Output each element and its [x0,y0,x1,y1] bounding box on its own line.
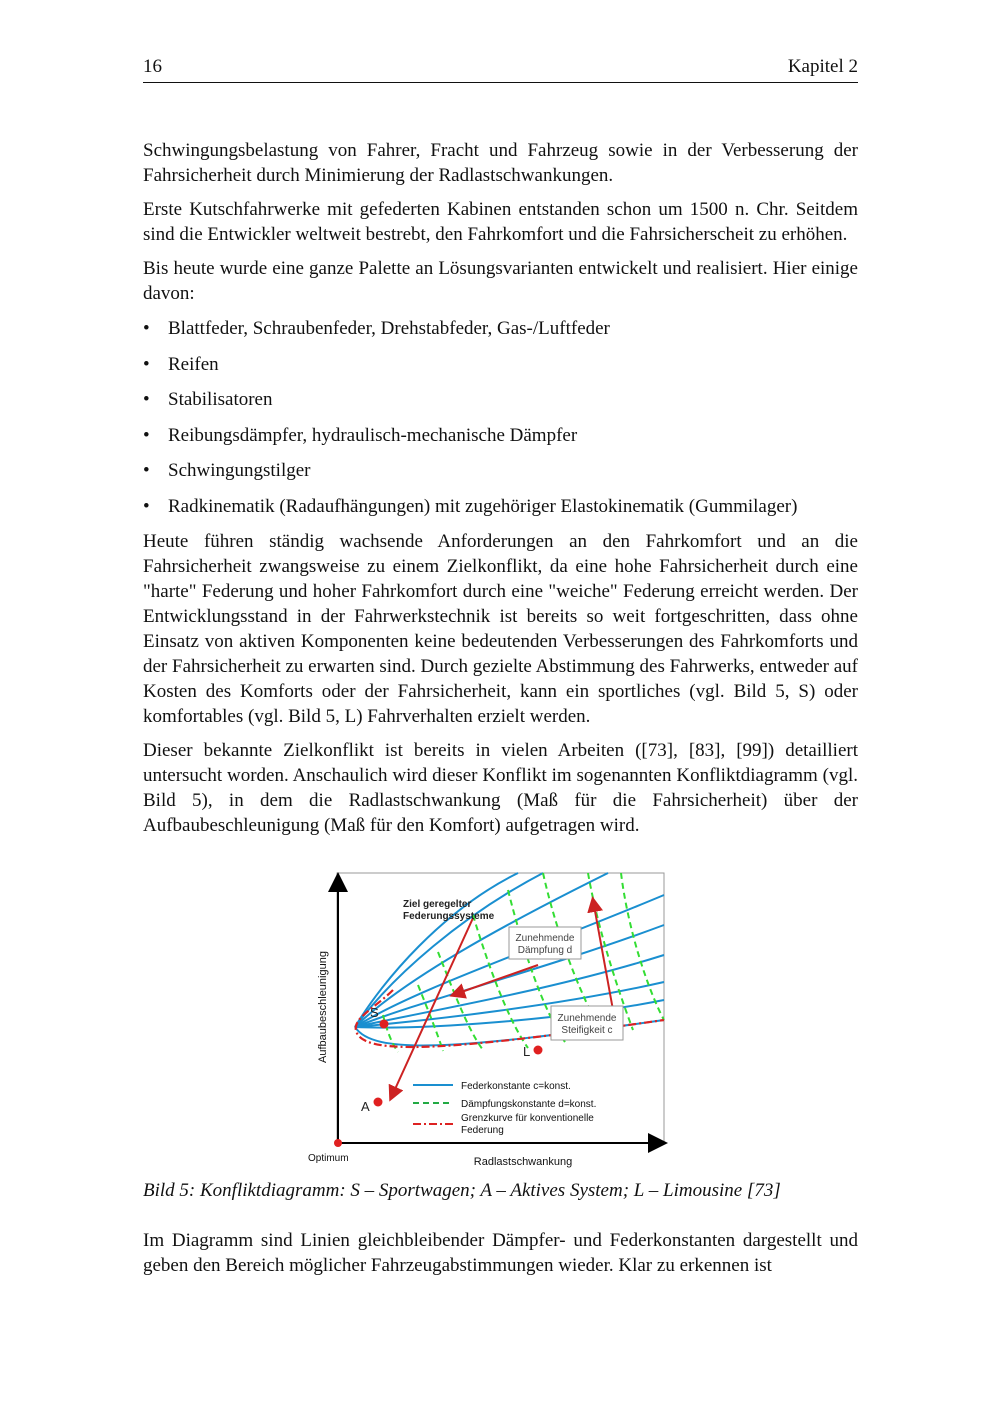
running-header [143,56,858,83]
bullet-list [143,316,858,519]
list-item: • Reibungsdämpfer, hydraulisch-mechanische Dämpfer [143,423,858,448]
diagram-svg [303,870,683,1170]
body-text [143,138,858,847]
svg-text:Zunehmende: Zunehmende [557,1013,617,1024]
list-item: • Radkinematik (Radaufhängungen) mit zugehöriger Elastokinematik (Gummilager) [143,494,858,519]
optimum-point [334,1139,342,1147]
list-item: • Reifen [143,352,858,377]
paragraph: Bis heute wurde eine ganze Palette an Lösungsvarianten entwickelt und realisiert. Hier einige davon: [143,258,858,304]
list-item: • Blattfeder, Schraubenfeder, Drehstabfeder, Gas-/Luftfeder [143,316,858,341]
svg-text:Federkonstante c=konst.: Federkonstante c=konst. [461,1081,571,1092]
optimum-label: Optimum [308,1153,349,1164]
svg-text:Zunehmende: Zunehmende [515,933,575,944]
y-axis-label: Aufbaubeschleunigung [317,951,329,1063]
svg-text:S: S [370,1005,379,1020]
conflict-diagram [303,870,683,1170]
point-L [534,1046,543,1055]
paragraph: Im Diagramm sind Linien gleichbleibender Dämpfer- und Federkonstanten dargestellt und geben den Bereich möglicher Fahrzeugabstimmungen wieder. Klar zu erkennen ist [143,1230,858,1276]
paragraph: Dieser bekannte Zielkonflikt ist bereits in vielen Arbeiten ([73], [83], [99]) detailliert untersucht worden. Anschaulich wird dieser Konflikt im sogenannten Konfliktdiagramm (vgl. Bild 5), in dem die Radlastschwankung (Maß für die Fahrsicherheit) über der Aufbaubeschleunigung (Maß für den Komfort) aufgetragen wird. [143,740,858,836]
svg-text:Steifigkeit c: Steifigkeit c [561,1025,613,1036]
svg-text:Grenzkurve für konventionelle: Grenzkurve für konventionelle [461,1113,594,1124]
page-number: 16 [143,56,162,77]
goal-annotation-line2: Federungssysteme [403,911,495,922]
paragraph: Schwingungsbelastung von Fahrer, Fracht und Fahrzeug sowie in der Verbesserung der Fahrsicherheit durch Minimierung der Radlastschwankungen. [143,140,858,186]
damping-arrow [453,965,538,995]
figure-caption: Bild 5: Konfliktdiagramm: S – Sportwagen; A – Aktives System; L – Limousine [73] [143,1180,781,1201]
paragraph: Erste Kutschfahrwerke mit gefederten Kabinen entstanden schon um 1500 n. Chr. Seitdem sind die Entwickler weltweit bestrebt, den Fahrkomfort und die Fahrsicherscheit zu erhöhen. [143,199,858,245]
point-S [380,1020,389,1029]
list-item: • Schwingungstilger [143,458,858,483]
svg-text:A: A [361,1099,370,1114]
x-axis-label: Radlastschwankung [473,1156,573,1168]
point-A [374,1098,383,1107]
paragraph: Heute führen ständig wachsende Anforderungen an den Fahrkomfort und an die Fahrsicherheit zwangsweise zu einem Zielkonflikt, da eine hohe Fahrsicherheit durch eine "harte" Federung und hoher Fahrkomfort durch eine "weiche" Federung erreicht werden. Der Entwicklungsstand in der Fahrwerkstechnik ist bereits so weit fortgeschritten, dass ohne Einsatz von aktiven Komponenten keine bedeutenden Verbesserungen des Fahrkomforts und der Fahrsicherheit zu erwarten sind. Durch gezielte Abstimmung des Fahrwerks, entweder auf Kosten des Komforts oder der Fahrsicherheit, kann ein sportliches (vgl. Bild 5, S) oder komfortables (vgl. Bild 5, L) Fahrverhalten erzielt werden. [143,531,858,727]
goal-annotation-line1: Ziel geregelter [403,899,472,910]
svg-text:Federung: Federung [461,1125,504,1136]
svg-text:Dämpfungskonstante d=konst.: Dämpfungskonstante d=konst. [461,1099,597,1110]
chapter-title: Kapitel 2 [787,56,858,77]
svg-text:L: L [523,1044,531,1059]
svg-text:Dämpfung d: Dämpfung d [517,945,573,956]
list-item: • Stabilisatoren [143,387,858,412]
